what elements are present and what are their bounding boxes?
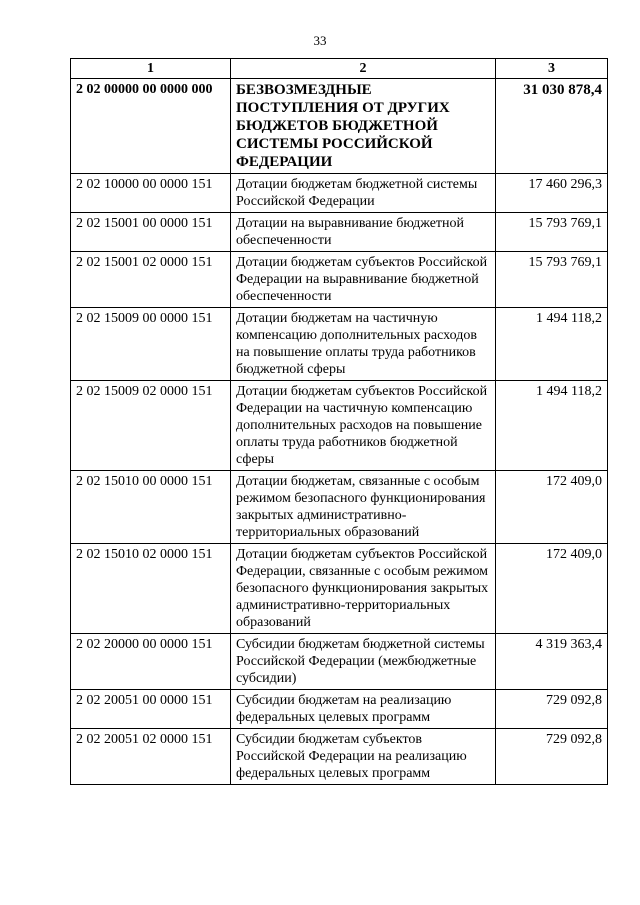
table-row — [71, 252, 608, 308]
row-amount: 172 409,0 — [496, 544, 608, 634]
table-row — [71, 544, 608, 634]
row-amount: 1 494 118,2 — [496, 308, 608, 381]
row-name: Субсидии бюджетам бюджетной системы Российской Федерации (межбюджетные субсидии) — [231, 634, 496, 690]
column-header-3: 3 — [496, 59, 608, 79]
row-amount: 172 409,0 — [496, 471, 608, 544]
row-code: 2 02 15009 02 0000 151 — [71, 381, 231, 471]
row-code: 2 02 15001 00 0000 151 — [71, 213, 231, 252]
row-code: 2 02 20000 00 0000 151 — [71, 634, 231, 690]
row-code: 2 02 15010 02 0000 151 — [71, 544, 231, 634]
row-name: Дотации бюджетам, связанные с особым режимом безопасного функционирования закрытых административно-территориальных образований — [231, 471, 496, 544]
row-code: 2 02 20051 02 0000 151 — [71, 729, 231, 785]
row-code: 2 02 00000 00 0000 000 — [71, 79, 231, 174]
row-code: 2 02 15001 02 0000 151 — [71, 252, 231, 308]
table-row — [71, 471, 608, 544]
row-name: Дотации бюджетам субъектов Российской Федерации, связанные с особым режимом безопасного функционирования закрытых административно-территориальных образований — [231, 544, 496, 634]
row-code: 2 02 10000 00 0000 151 — [71, 174, 231, 213]
header-row — [71, 59, 608, 79]
table-row — [71, 634, 608, 690]
budget-table — [70, 58, 608, 785]
row-name: Дотации бюджетам субъектов Российской Федерации на выравнивание бюджетной обеспеченности — [231, 252, 496, 308]
table-row — [71, 213, 608, 252]
row-name: Дотации бюджетам на частичную компенсацию дополнительных расходов на повышение оплаты труда работников бюджетной сферы — [231, 308, 496, 381]
table-row — [71, 729, 608, 785]
row-amount: 15 793 769,1 — [496, 213, 608, 252]
row-amount: 729 092,8 — [496, 690, 608, 729]
table-row — [71, 690, 608, 729]
row-amount: 17 460 296,3 — [496, 174, 608, 213]
row-amount: 15 793 769,1 — [496, 252, 608, 308]
row-code: 2 02 15009 00 0000 151 — [71, 308, 231, 381]
row-amount: 729 092,8 — [496, 729, 608, 785]
table-row — [71, 79, 608, 174]
column-header-2: 2 — [231, 59, 496, 79]
row-code: 2 02 20051 00 0000 151 — [71, 690, 231, 729]
row-name: Субсидии бюджетам на реализацию федеральных целевых программ — [231, 690, 496, 729]
row-name: Дотации бюджетам субъектов Российской Федерации на частичную компенсацию дополнительных расходов на повышение оплаты труда работников бюджетной сферы — [231, 381, 496, 471]
table-row — [71, 174, 608, 213]
row-name: БЕЗВОЗМЕЗДНЫЕ ПОСТУПЛЕНИЯ ОТ ДРУГИХ БЮДЖЕТОВ БЮДЖЕТНОЙ СИСТЕМЫ РОССИЙСКОЙ ФЕДЕРАЦИИ — [231, 79, 496, 174]
column-header-1: 1 — [71, 59, 231, 79]
row-amount: 4 319 363,4 — [496, 634, 608, 690]
row-code: 2 02 15010 00 0000 151 — [71, 471, 231, 544]
row-name: Субсидии бюджетам субъектов Российской Федерации на реализацию федеральных целевых программ — [231, 729, 496, 785]
row-amount: 31 030 878,4 — [496, 79, 608, 174]
row-name: Дотации бюджетам бюджетной системы Российской Федерации — [231, 174, 496, 213]
row-amount: 1 494 118,2 — [496, 381, 608, 471]
table-row — [71, 308, 608, 381]
page-number: 33 — [313, 33, 327, 48]
table-row — [71, 381, 608, 471]
row-name: Дотации на выравнивание бюджетной обеспеченности — [231, 213, 496, 252]
table-header — [71, 59, 608, 79]
